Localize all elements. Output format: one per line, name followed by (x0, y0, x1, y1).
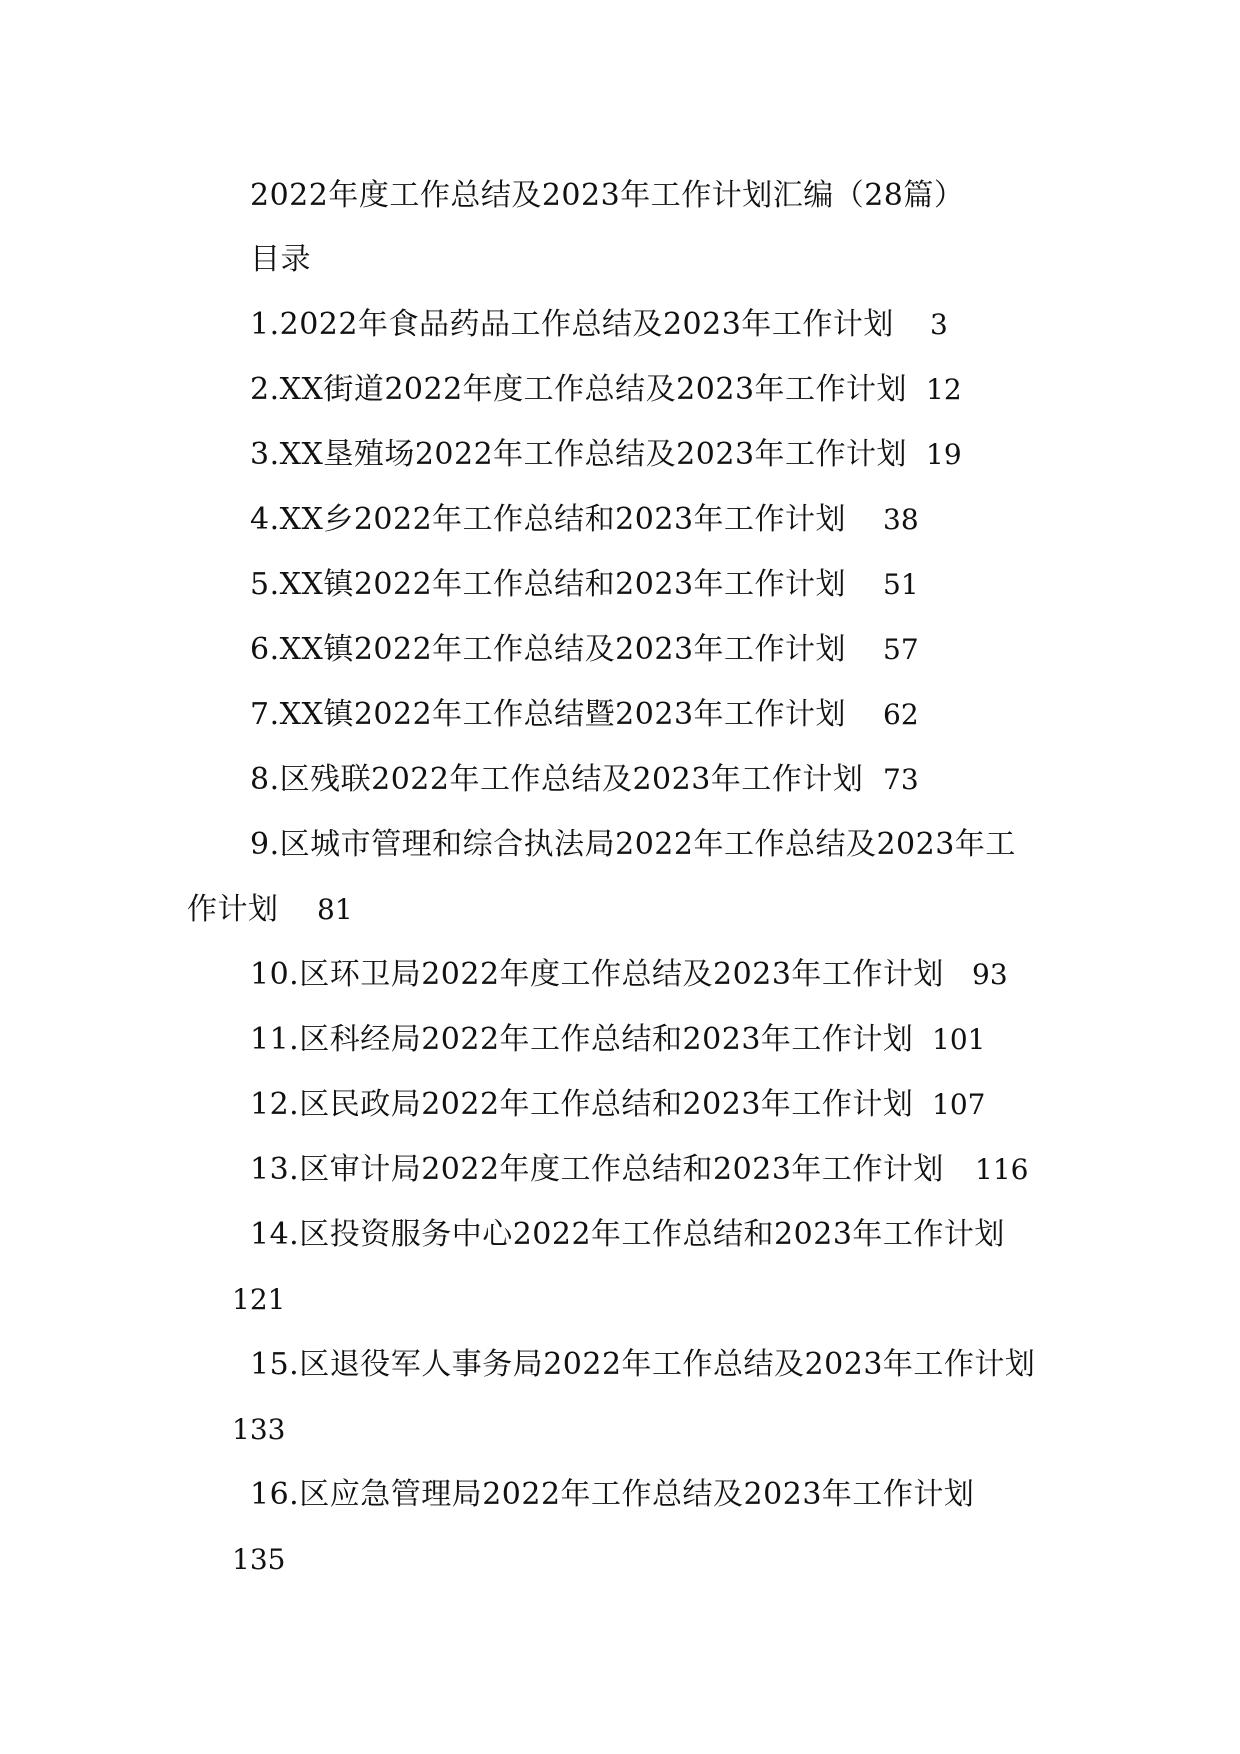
toc-entry-page: 62 (883, 698, 919, 731)
toc-entry-page: 19 (926, 438, 962, 471)
toc-entry-page: 107 (932, 1088, 986, 1121)
toc-entry[interactable] (0, 1345, 1240, 1455)
toc-entry[interactable] (0, 435, 1240, 475)
toc-entry-title: 6.XX镇2022年工作总结及2023年工作计划 (250, 632, 847, 667)
toc-entry-title: 8.区残联2022年工作总结及2023年工作计划 (250, 762, 864, 797)
toc-entry-title: 16.区应急管理局2022年工作总结及2023年工作计划 (250, 1477, 975, 1512)
toc-entry-title: 10.区环卫局2022年度工作总结及2023年工作计划 (250, 957, 944, 992)
toc-entry[interactable] (0, 565, 1240, 605)
toc-entry-page: 116 (975, 1153, 1029, 1186)
toc-entry-title: 5.XX镇2022年工作总结和2023年工作计划 (250, 567, 847, 602)
toc-entry-page: 38 (883, 503, 919, 536)
toc-entry[interactable] (0, 370, 1240, 410)
toc-entry-page: 135 (232, 1543, 286, 1576)
toc-entry-title: 4.XX乡2022年工作总结和2023年工作计划 (250, 502, 847, 537)
toc-entry[interactable] (0, 500, 1240, 540)
toc-entry-title: 13.区审计局2022年度工作总结和2023年工作计划 (250, 1152, 944, 1187)
toc-entry-page: 57 (883, 633, 919, 666)
toc-entry[interactable] (0, 630, 1240, 670)
toc-heading: 目录 (250, 242, 311, 277)
toc-entry[interactable] (0, 760, 1240, 800)
toc-entry-page: 3 (930, 308, 948, 341)
toc-entry[interactable] (0, 1085, 1240, 1125)
toc-entry-title-continuation: 作计划 (187, 892, 279, 927)
toc-entry-page: 133 (232, 1413, 286, 1446)
toc-entry[interactable] (0, 825, 1240, 935)
toc-entry[interactable] (0, 1020, 1240, 1060)
toc-entry-page: 51 (883, 568, 919, 601)
toc-entry[interactable] (0, 955, 1240, 995)
toc-entry[interactable] (0, 1150, 1240, 1190)
toc-entry-page: 12 (926, 373, 962, 406)
toc-entry-title: 9.区城市管理和综合执法局2022年工作总结及2023年工 (250, 827, 1016, 862)
toc-entry-page: 121 (232, 1283, 286, 1316)
toc-entry-title: 7.XX镇2022年工作总结暨2023年工作计划 (250, 697, 847, 732)
toc-entry-title: 12.区民政局2022年工作总结和2023年工作计划 (250, 1087, 914, 1122)
toc-entry-title: 14.区投资服务中心2022年工作总结和2023年工作计划 (250, 1217, 1005, 1252)
toc-entry[interactable] (0, 695, 1240, 735)
toc-entry-title: 11.区科经局2022年工作总结和2023年工作计划 (250, 1022, 914, 1057)
document-title: 2022年度工作总结及2023年工作计划汇编（28篇） (250, 178, 965, 213)
toc-entry-title: 2.XX街道2022年度工作总结及2023年工作计划 (250, 372, 908, 407)
toc-entry-title: 15.区退役军人事务局2022年工作总结及2023年工作计划 (250, 1347, 1036, 1382)
toc-entry-title: 3.XX垦殖场2022年工作总结及2023年工作计划 (250, 437, 908, 472)
toc-entry[interactable] (0, 305, 1240, 345)
toc-entry[interactable] (0, 1475, 1240, 1585)
toc-entry-page: 81 (317, 893, 353, 926)
toc-entry[interactable] (0, 1215, 1240, 1325)
toc-entry-title: 1.2022年食品药品工作总结及2023年工作计划 (250, 307, 894, 342)
toc-entry-page: 93 (972, 958, 1008, 991)
toc-entry-page: 101 (932, 1023, 986, 1056)
toc-entry-page: 73 (883, 763, 919, 796)
